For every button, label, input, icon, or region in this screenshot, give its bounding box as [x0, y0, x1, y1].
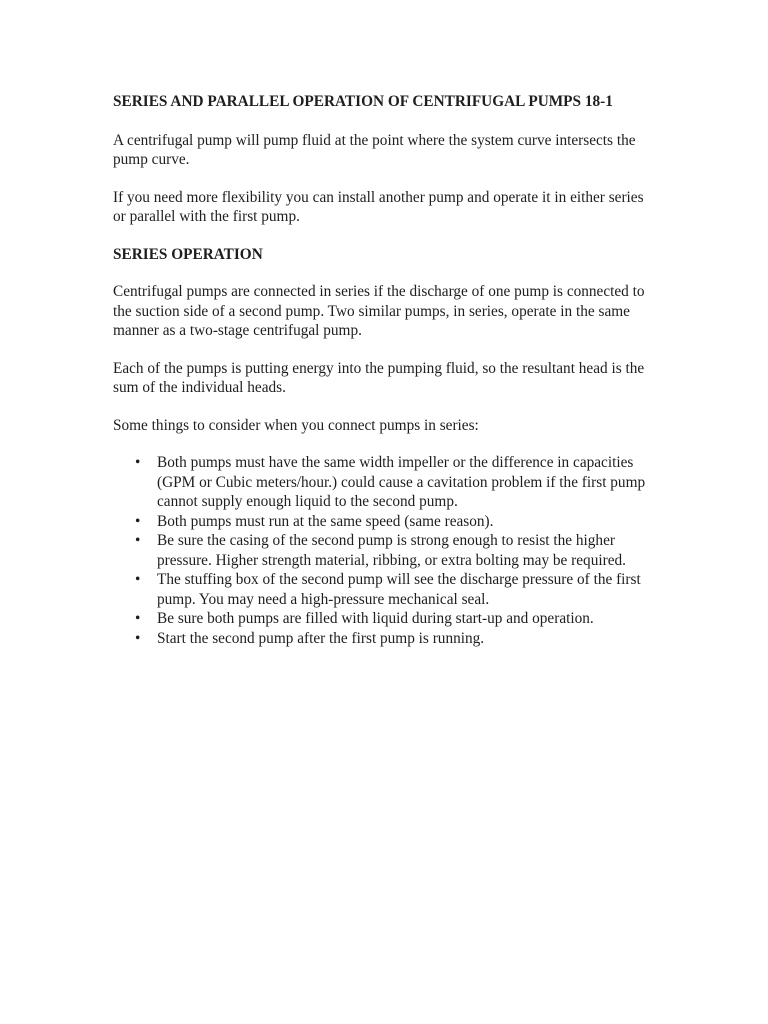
- list-item: [113, 512, 653, 532]
- document-title: SERIES AND PARALLEL OPERATION OF CENTRIFUGAL PUMPS 18-1: [113, 93, 613, 110]
- bullet-icon: •: [135, 454, 141, 471]
- considerations-list: [113, 453, 653, 648]
- list-item-text: Start the second pump after the first pump is running.: [157, 629, 485, 647]
- list-item-text: Both pumps must run at the same speed (same reason).: [157, 512, 494, 530]
- list-item: [113, 629, 653, 649]
- list-item: [113, 609, 653, 629]
- section-paragraph-3: Some things to consider when you connect pumps in series:: [113, 416, 479, 434]
- list-item-text: Be sure both pumps are filled with liquid during start-up and operation.: [157, 610, 594, 627]
- bullet-icon: •: [135, 532, 141, 549]
- section-paragraph-2: Each of the pumps is putting energy into the pumping fluid, so the resultant head is the sum of the individual heads.: [113, 359, 645, 396]
- list-item: [113, 570, 653, 609]
- bullet-icon: •: [135, 512, 141, 530]
- list-item: [113, 531, 653, 570]
- bullet-icon: •: [135, 571, 141, 588]
- intro-paragraph-1: A centrifugal pump will pump fluid at the point where the system curve intersects the pump curve.: [113, 131, 636, 168]
- bullet-icon: •: [135, 610, 141, 627]
- intro-paragraph-2: If you need more flexibility you can install another pump and operate it in either series or parallel with the first pump.: [113, 188, 644, 225]
- list-item-text: Be sure the casing of the second pump is strong enough to resist the higher pressure. Higher strength material, ribbing, or extra bolting may be required.: [157, 532, 626, 569]
- section-heading: SERIES OPERATION: [113, 245, 263, 263]
- section-paragraph-1: Centrifugal pumps are connected in series if the discharge of one pump is connected to the suction side of a second pump. Two similar pumps, in series, operate in the same manner as a two-stage centrifugal pump.: [113, 283, 645, 339]
- bullet-icon: •: [135, 629, 141, 647]
- list-item-text: Both pumps must have the same width impeller or the difference in capacities (GPM or Cubic meters/hour.) could cause a cavitation problem if the first pump cannot supply enough liquid to the second pump.: [157, 454, 646, 510]
- document-page: [113, 92, 653, 648]
- list-item-text: The stuffing box of the second pump will see the discharge pressure of the first pump. You may need a high-pressure mechanical seal.: [157, 571, 641, 608]
- list-item: [113, 453, 653, 512]
